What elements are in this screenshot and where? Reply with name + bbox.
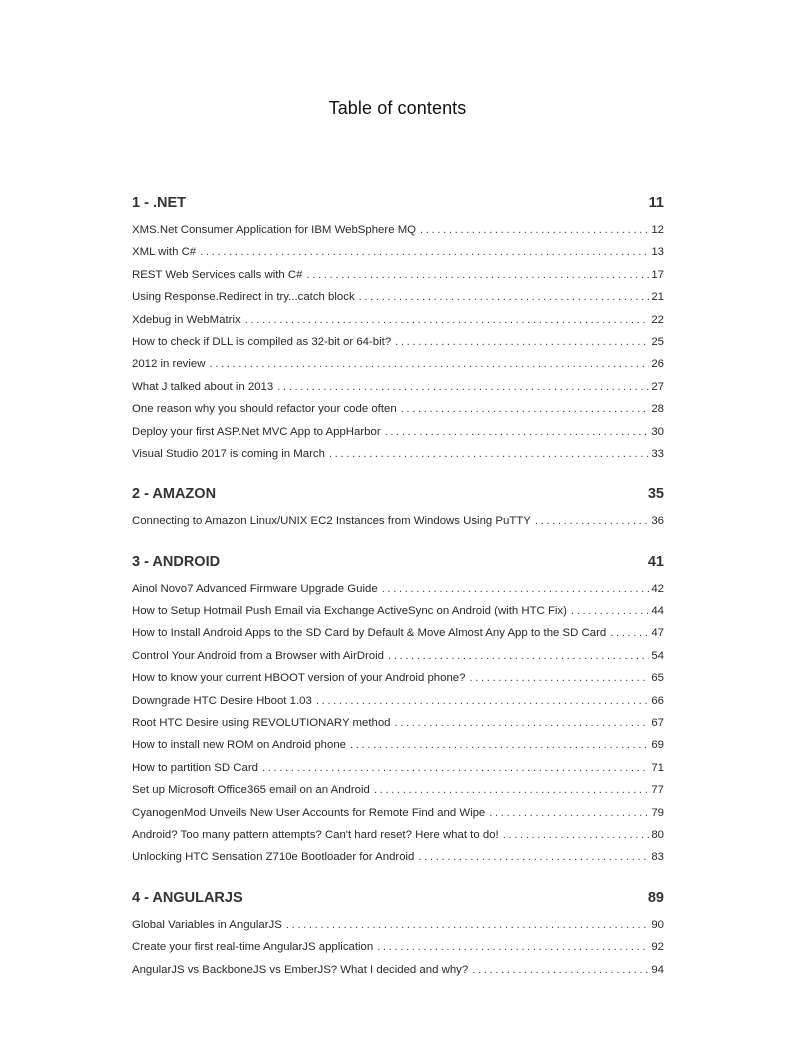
toc-entry-title: Visual Studio 2017 is coming in March <box>132 447 325 460</box>
toc-entry[interactable] <box>132 421 664 443</box>
toc-entry[interactable] <box>132 914 664 936</box>
table-of-contents <box>132 191 664 981</box>
toc-entry-page: 71 <box>651 761 664 774</box>
dot-leader <box>382 578 650 600</box>
section-heading[interactable] <box>132 550 664 574</box>
toc-entry-title: Create your first real-time AngularJS application <box>132 941 374 954</box>
toc-entry-title: How to install new ROM on Android phone <box>132 739 347 752</box>
toc-entry-page: 17 <box>651 268 664 281</box>
toc-section <box>132 482 664 532</box>
dot-leader <box>535 510 649 532</box>
dot-leader <box>469 667 649 689</box>
dot-leader <box>277 376 649 398</box>
dot-leader <box>388 645 649 667</box>
toc-entry[interactable] <box>132 286 664 308</box>
toc-entry[interactable] <box>132 578 664 600</box>
dot-leader <box>245 309 650 331</box>
toc-entry-page: 21 <box>651 291 664 304</box>
toc-entry-page: 47 <box>651 627 664 640</box>
toc-entry-page: 83 <box>651 851 664 864</box>
toc-entry-page: 26 <box>651 358 664 371</box>
toc-entry[interactable] <box>132 802 664 824</box>
toc-entry-page: 25 <box>651 335 664 348</box>
toc-entry-page: 90 <box>651 918 664 931</box>
toc-entry[interactable] <box>132 353 664 375</box>
toc-entry-page: 42 <box>651 582 664 595</box>
dot-leader <box>401 398 650 420</box>
toc-entry-title: One reason why you should refactor your code often <box>132 403 397 416</box>
toc-entry-page: 54 <box>651 649 664 662</box>
toc-entry-title: Deploy your first ASP.Net MVC App to AppHarbor <box>132 425 381 438</box>
dot-leader <box>420 219 649 241</box>
toc-entry-page: 44 <box>651 605 664 618</box>
toc-entry-title: REST Web Services calls with C# <box>132 268 303 281</box>
dot-leader <box>286 914 649 936</box>
toc-entry[interactable] <box>132 779 664 801</box>
toc-entry[interactable] <box>132 824 664 846</box>
dot-leader <box>610 622 649 644</box>
toc-entry[interactable] <box>132 757 664 779</box>
toc-entry[interactable] <box>132 241 664 263</box>
toc-section <box>132 550 664 869</box>
dot-leader <box>377 936 649 958</box>
dot-leader <box>209 353 649 375</box>
toc-entry[interactable] <box>132 219 664 241</box>
section-heading-label: 2 - AMAZON <box>132 486 217 503</box>
dot-leader <box>374 779 649 801</box>
toc-entry-page: 67 <box>651 717 664 730</box>
toc-entry[interactable] <box>132 959 664 981</box>
toc-entry-title: Android? Too many pattern attempts? Can't hard reset? Here what to do! <box>132 828 499 841</box>
toc-entry-title: How to partition SD Card <box>132 761 258 774</box>
section-heading-label: 3 - ANDROID <box>132 553 221 570</box>
toc-entry-title: How to check if DLL is compiled as 32-bit or 64-bit? <box>132 335 392 348</box>
toc-entry-title: AngularJS vs BackboneJS vs EmberJS? What I decided and why? <box>132 963 469 976</box>
toc-entry-title: CyanogenMod Unveils New User Accounts for Remote Find and Wipe <box>132 806 486 819</box>
toc-entry-title: Xdebug in WebMatrix <box>132 313 241 326</box>
dot-leader <box>395 331 649 353</box>
toc-entry-title: Ainol Novo7 Advanced Firmware Upgrade Guide <box>132 582 378 595</box>
toc-entry-page: 94 <box>651 963 664 976</box>
dot-leader <box>200 241 649 263</box>
section-heading[interactable] <box>132 191 664 215</box>
toc-section <box>132 191 664 465</box>
dot-leader <box>395 712 650 734</box>
section-heading-page: 41 <box>647 553 664 570</box>
toc-entry-title: Set up Microsoft Office365 email on an Android <box>132 784 370 797</box>
toc-entry-title: How to Install Android Apps to the SD Card by Default & Move Almost Any App to the SD Card <box>132 627 607 640</box>
toc-entry-page: 30 <box>651 425 664 438</box>
dot-leader <box>418 846 649 868</box>
toc-entry[interactable] <box>132 600 664 622</box>
toc-entry-page: 66 <box>651 694 664 707</box>
section-heading-page: 89 <box>647 889 664 906</box>
toc-entry[interactable] <box>132 398 664 420</box>
toc-entry-title: How to Setup Hotmail Push Email via Exchange ActiveSync on Android (with HTC Fix) <box>132 605 567 618</box>
toc-entry[interactable] <box>132 331 664 353</box>
toc-entry[interactable] <box>132 443 664 465</box>
toc-entry[interactable] <box>132 376 664 398</box>
toc-entry-title: Using Response.Redirect in try...catch block <box>132 291 355 304</box>
dot-leader <box>359 286 650 308</box>
section-heading-page: 35 <box>647 486 664 503</box>
toc-entry-page: 65 <box>651 672 664 685</box>
toc-entry-title: Unlocking HTC Sensation Z710e Bootloader for Android <box>132 851 415 864</box>
section-heading[interactable] <box>132 482 664 506</box>
toc-entry[interactable] <box>132 645 664 667</box>
dot-leader <box>472 959 649 981</box>
toc-entry-title: Control Your Android from a Browser with AirDroid <box>132 649 384 662</box>
toc-entry-page: 69 <box>651 739 664 752</box>
toc-entry-title: Global Variables in AngularJS <box>132 918 282 931</box>
dot-leader <box>307 264 650 286</box>
dot-leader <box>385 421 650 443</box>
toc-entry-title: XMS.Net Consumer Application for IBM WebSphere MQ <box>132 224 417 236</box>
toc-entry[interactable] <box>132 712 664 734</box>
toc-entry-title: XML with C# <box>132 246 197 259</box>
dot-leader <box>489 802 649 824</box>
toc-entry-title: What J talked about in 2013 <box>132 380 274 393</box>
section-heading[interactable] <box>132 886 664 910</box>
toc-entry-page: 77 <box>651 784 664 797</box>
toc-entry-page: 27 <box>651 380 664 393</box>
toc-section <box>132 886 664 981</box>
toc-entry-title: How to know your current HBOOT version of your Android phone? <box>132 672 466 685</box>
toc-entry-title: 2012 in review <box>132 358 206 371</box>
toc-entry-page: 12 <box>651 224 664 236</box>
toc-entry[interactable] <box>132 846 664 868</box>
dot-leader <box>316 690 650 712</box>
dot-leader <box>503 824 650 846</box>
toc-entry[interactable] <box>132 936 664 958</box>
toc-entry-page: 80 <box>651 828 664 841</box>
toc-entry-page: 33 <box>651 447 664 460</box>
section-heading-label: 4 - ANGULARJS <box>132 889 243 906</box>
toc-entry[interactable] <box>132 690 664 712</box>
dot-leader <box>262 757 649 779</box>
section-heading-page: 11 <box>648 195 664 211</box>
toc-entry[interactable] <box>132 510 664 532</box>
toc-entry[interactable] <box>132 734 664 756</box>
dot-leader <box>329 443 649 465</box>
toc-entry-page: 79 <box>651 806 664 819</box>
toc-entry-title: Connecting to Amazon Linux/UNIX EC2 Instances from Windows Using PuTTY <box>132 515 531 528</box>
toc-entry[interactable] <box>132 667 664 689</box>
toc-entry[interactable] <box>132 622 664 644</box>
page-title: Table of contents <box>328 98 467 118</box>
section-heading-label: 1 - .NET <box>132 195 186 211</box>
toc-entry-page: 36 <box>651 515 664 528</box>
toc-entry-page: 22 <box>651 313 664 326</box>
dot-leader <box>571 600 649 622</box>
dot-leader <box>350 734 649 756</box>
toc-entry[interactable] <box>132 264 664 286</box>
toc-entry-page: 13 <box>651 246 664 259</box>
toc-entry-title: Root HTC Desire using REVOLUTIONARY method <box>132 717 391 730</box>
toc-entry-title: Downgrade HTC Desire Hboot 1.03 <box>132 694 312 707</box>
toc-entry-page: 28 <box>651 403 664 416</box>
toc-entry-page: 92 <box>651 941 664 954</box>
toc-entry[interactable] <box>132 309 664 331</box>
